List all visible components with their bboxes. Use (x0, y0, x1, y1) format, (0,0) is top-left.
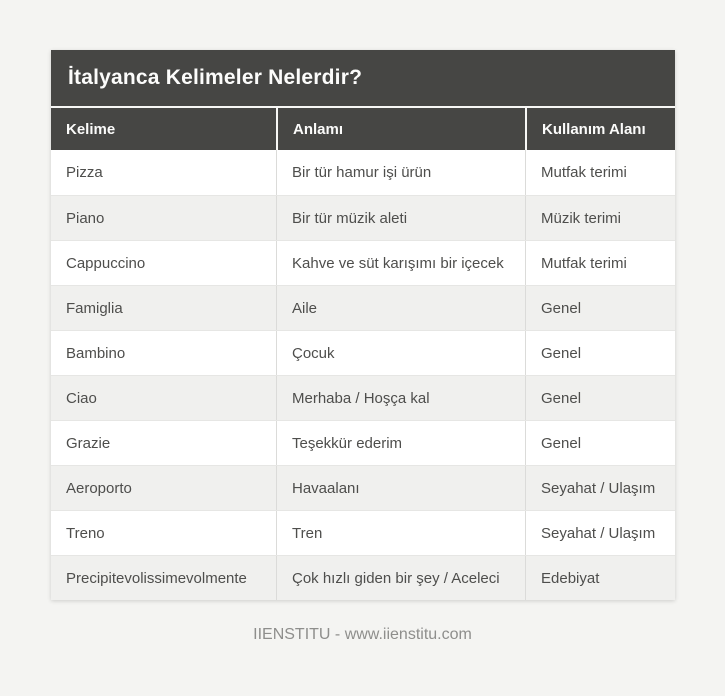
page-title: İtalyanca Kelimeler Nelerdir? (68, 66, 363, 89)
cell-kullanim-alani: Genel (525, 421, 675, 465)
table-row (51, 150, 675, 195)
cell-kelime: Aeroporto (66, 479, 132, 497)
table-row (51, 510, 675, 555)
cell-kelime: Piano (66, 209, 105, 227)
cell-kullanim-alani: Mutfak terimi (525, 241, 675, 285)
table-row (51, 465, 675, 510)
cell-kelime: Precipitevolissimevolmente (66, 569, 247, 587)
cell-kullanim-alani: Müzik terimi (525, 196, 675, 240)
column-header-kullanim-alani: Kullanım Alanı (525, 108, 675, 150)
table-row (51, 240, 675, 285)
table-row (51, 375, 675, 420)
column-header-anlami: Anlamı (276, 108, 525, 150)
cell-kullanim-alani: Edebiyat (525, 556, 675, 600)
cell-kullanim-alani: Seyahat / Ulaşım (525, 466, 675, 510)
cell-anlami: Teşekkür ederim (276, 421, 525, 465)
cell-kullanim-alani: Genel (525, 376, 675, 420)
cell-anlami: Çok hızlı giden bir şey / Aceleci (276, 556, 525, 600)
cell-kelime: Famiglia (66, 299, 123, 317)
cell-anlami: Bir tür hamur işi ürün (276, 150, 525, 195)
cell-kelime: Treno (66, 524, 105, 542)
column-header-kelime: Kelime (66, 120, 116, 138)
cell-kullanim-alani: Mutfak terimi (525, 150, 675, 195)
cell-kelime: Cappuccino (66, 254, 146, 272)
cell-anlami: Aile (276, 286, 525, 330)
cell-kelime: Grazie (66, 434, 111, 452)
cell-kullanim-alani: Genel (525, 286, 675, 330)
cell-kelime: Ciao (66, 389, 97, 407)
cell-anlami: Havaalanı (276, 466, 525, 510)
table-row (51, 330, 675, 375)
cell-kullanim-alani: Genel (525, 331, 675, 375)
vocabulary-table-card (51, 50, 675, 600)
table-row (51, 195, 675, 240)
cell-kelime: Bambino (66, 344, 126, 362)
table-body (51, 150, 675, 600)
table-header-row (51, 108, 675, 150)
cell-anlami: Tren (276, 511, 525, 555)
cell-anlami: Merhaba / Hoşça kal (276, 376, 525, 420)
table-title-bar (51, 50, 675, 108)
cell-anlami: Kahve ve süt karışımı bir içecek (276, 241, 525, 285)
table-row (51, 420, 675, 465)
table-row (51, 285, 675, 330)
cell-kullanim-alani: Seyahat / Ulaşım (525, 511, 675, 555)
cell-anlami: Çocuk (276, 331, 525, 375)
cell-anlami: Bir tür müzik aleti (276, 196, 525, 240)
cell-kelime: Pizza (66, 164, 103, 181)
footer-credit: IIENSTITU - www.iienstitu.com (253, 626, 472, 643)
table-row (51, 555, 675, 600)
